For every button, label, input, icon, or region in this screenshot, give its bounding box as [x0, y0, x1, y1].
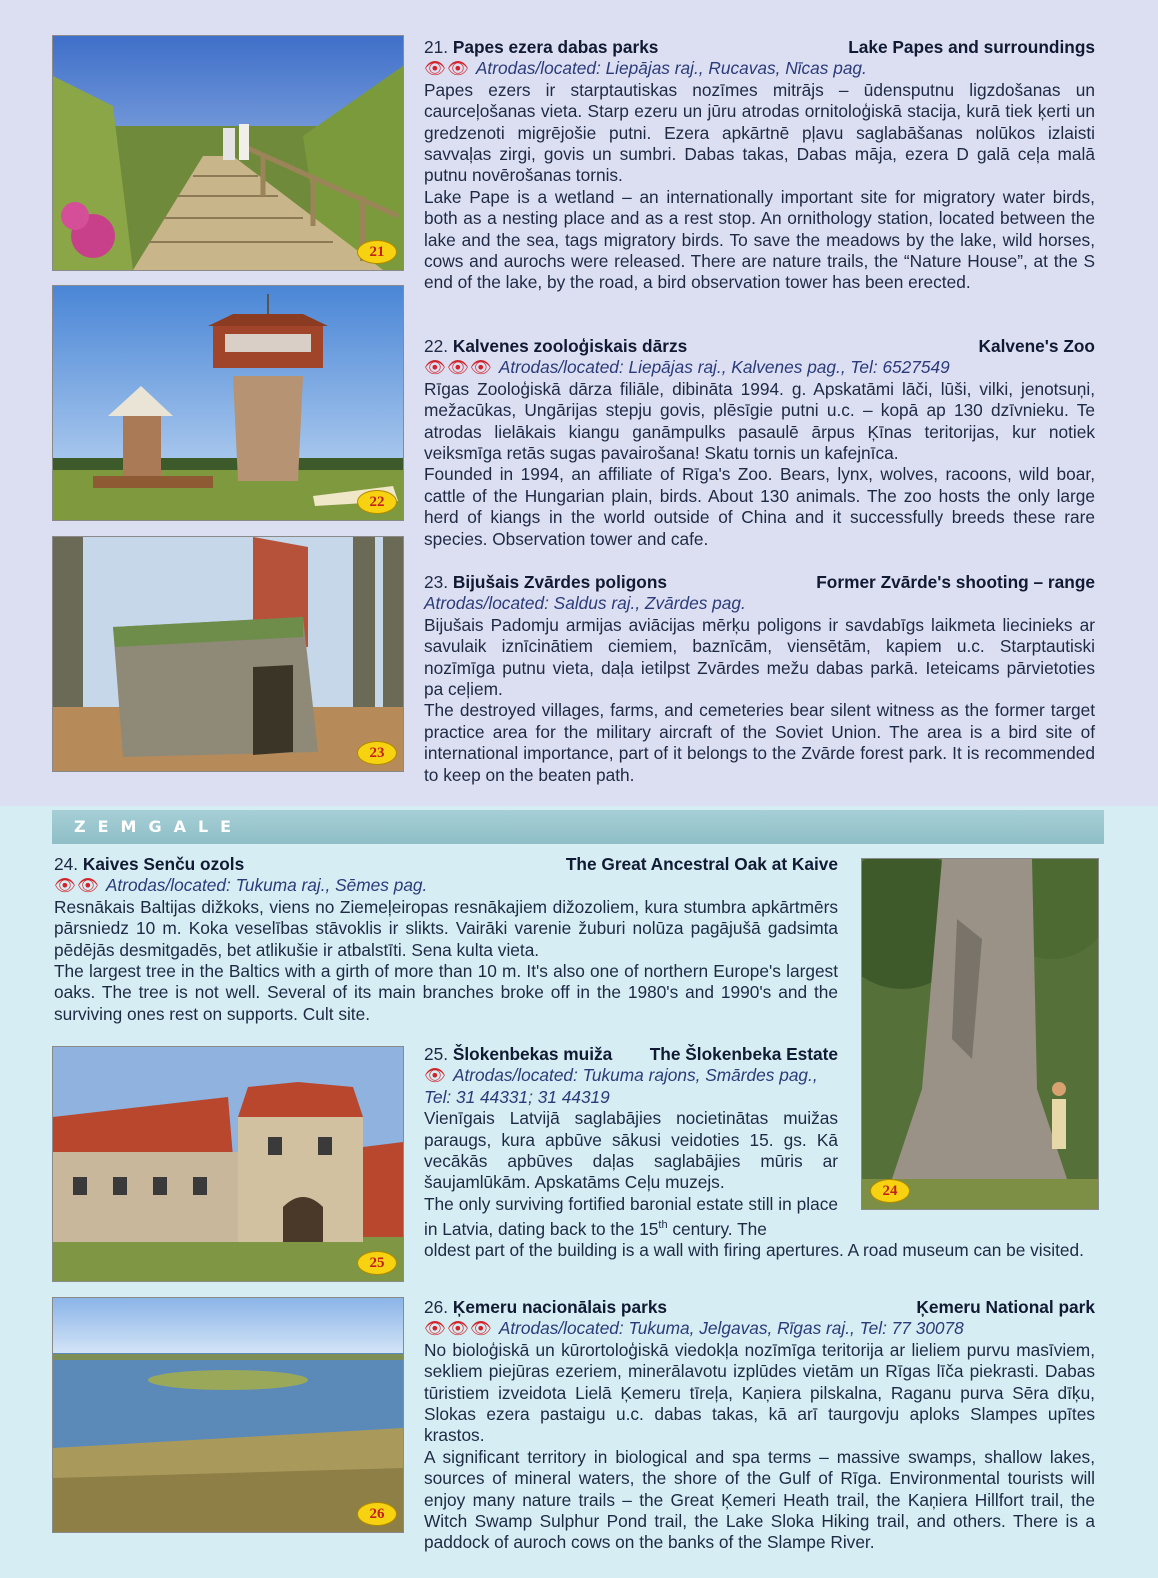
entry-25-location: 👁 Atrodas/located: Tukuma rajons, Smārdes pag., [424, 1065, 818, 1086]
entry-21-lv-title: Papes ezera dabas parks [452, 37, 659, 57]
entry-23-lv-text: Bijušais Padomju armijas aviācijas mērķu poligons ir savdabīgs laikmeta liecinieks ar savulaik iznīcinātiem ciemiem, baznīcām, viensētām, kapiem u.c. Starptautiski nozīmīga putnu vieta, daļa ietilpst Zvārdes mežu dabas parkā. Ieteicams pārvietoties pa ceļiem. [424, 614, 1095, 700]
entry-24-en-text: The largest tree in the Baltics with a girth of more than 10 m. It's also one of northern Europe's largest oaks. The tree is not well. Several of its main branches broke off in the 1980's and 1990's and the surviving ones rest on supports. Cult site. [54, 961, 838, 1024]
entry-25 [424, 1044, 1095, 1262]
badge-21: 21 [357, 240, 397, 264]
region-band [52, 810, 1104, 844]
entry-24-header [54, 854, 838, 875]
entry-22-en-text: Founded in 1994, an affiliate of Rīga's Zoo. Bears, lynx, wolves, racoons, wild boar, cattle of the Hungarian plain, birds. About 130 animals. The zoo hosts the only large herd of kiangs in the world outside of China and it successfully breeds these rare species. Observation tower and cafe. [424, 464, 1095, 549]
entry-26 [424, 1297, 1095, 1554]
entry-23 [424, 572, 1095, 786]
region-label: ZEMGALE [74, 817, 244, 836]
entry-26-header [424, 1297, 1095, 1318]
estate-illustration [53, 1047, 403, 1281]
eye-rating-icon: 👁👁 [424, 58, 470, 79]
entry-22-lv-text: Rīgas Zooloģiskā dārza filiāle, dibināta 1994. g. Apskatāmi lāči, lūši, vilki, jenotsuņi, mežacūkas, Ungārijas stepju govis, plēsīgie putni u.c. – kopā ap 130 dzīvnieku. Te atrodas lielākais kiangu ganāmpulks pasaulē ārpus Ķīnas teritorijas, kur notiek veiksmīga retās sugas pavairošana! Skatu tornis un kafejnīca. [424, 378, 1095, 464]
ruin-illustration [53, 537, 403, 771]
boardwalk-illustration [53, 36, 403, 270]
entry-26-lv-title: Ķemeru nacionālais parks [452, 1297, 668, 1317]
entry-22-lv-title: Kalvenes zooloģiskais dārzs [452, 336, 688, 356]
entry-25-number: 25. [424, 1044, 449, 1064]
tower-illustration [53, 286, 403, 520]
photo-slokenbeka-estate [52, 1046, 404, 1282]
entry-24-location: 👁👁 Atrodas/located: Tukuma raj., Sēmes pag. [54, 875, 428, 896]
entry-22 [424, 336, 1095, 550]
entry-23-number: 23. [424, 572, 449, 592]
badge-24: 24 [870, 1179, 910, 1203]
entry-21-en-text: Lake Pape is a wetland – an internationally important site for migratory water birds, both as a nesting place and as a rest stop. An ornithology station, located between the lake and the sea, tags migratory birds. To save the meadows by the lake, wild horses, cows and aurochs were released. There are nature trails, the “Nature House”, at the S end of the lake, by the road, a bird observation tower has been erected. [424, 186, 1095, 293]
entry-25-narrow-column [424, 1044, 838, 1240]
entry-26-location: 👁👁👁 Atrodas/located: Tukuma, Jelgavas, Rīgas raj., Tel: 77 30078 [424, 1318, 964, 1339]
entry-24-number: 24. [54, 854, 79, 874]
badge-26: 26 [357, 1502, 397, 1526]
entry-24 [54, 854, 838, 1025]
photo-zvarde-range [52, 536, 404, 772]
eye-rating-icon: 👁 [424, 1065, 447, 1086]
badge-23: 23 [357, 741, 397, 765]
badge-25: 25 [357, 1251, 397, 1275]
photo-kemeri-park [52, 1297, 404, 1533]
entry-26-en-title: Ķemeru National park [916, 1297, 1095, 1317]
entry-23-lv-title: Bijušais Zvārdes poligons [452, 572, 667, 592]
entry-25-phone: Tel: 31 44331; 31 44319 [424, 1086, 610, 1107]
entry-23-en-title: Former Zvārde's shooting – range [816, 572, 1095, 592]
eye-rating-icon: 👁👁👁 [424, 1318, 493, 1339]
entry-25-en-text-c: oldest part of the building is a wall with firing apertures. A road museum can be visited. [424, 1240, 1084, 1261]
entry-24-en-title: The Great Ancestral Oak at Kaive [565, 854, 838, 874]
badge-22: 22 [357, 490, 397, 514]
entry-24-lv-text: Resnākais Baltijas dižkoks, viens no Ziemeļeiropas resnākajiem dižozoliem, kura stumbra apkārtmērs pārsniedz 10 m. Koka veselības stāvoklis ir slikts. Vairāki varenie žuburi nolūza pagājušā gadsimta pēdējās desmitgadēs, bet atlikušie ir atbalstīti. Sena kulta vieta. [54, 896, 838, 960]
lake-illustration [53, 1298, 403, 1532]
entry-25-en-text-a: The only surviving fortified baronial estate still in place in Latvia, dating back to the 15th century. The [424, 1193, 838, 1240]
entry-23-location: Atrodas/located: Saldus raj., Zvārdes pag. [424, 593, 746, 614]
entry-21-location: 👁👁 Atrodas/located: Liepājas raj., Rucavas, Nīcas pag. [424, 58, 867, 79]
entry-25-en-title: The Šlokenbeka Estate [649, 1044, 838, 1064]
entry-21-number: 21. [424, 37, 449, 57]
entry-21-en-title: Lake Papes and surroundings [848, 37, 1095, 57]
entry-21-header [424, 37, 1095, 58]
superscript-th: th [658, 1219, 668, 1232]
entry-22-header [424, 336, 1095, 357]
entry-25-lv-title: Šlokenbekas muiža [452, 1044, 613, 1064]
entry-26-lv-text: No bioloģiskā un kūrortoloģiskā viedokļa nozīmīga teritorija ar lieliem purvu masīviem, sekliem piejūras ezeriem, minerālavotu izplūdes vietām un Rīgas līča piekrasti. Dabas tūristiem izveidota Lielā Ķemeru tīreļa, Kaņiera pilskalna, Raganu purva Sēra dīķu, Slokas ezera pastaigu u.c. dabas takas, kā arī taurgovju aploks Slampes upītes krastos. [424, 1339, 1095, 1446]
photo-kalvene-zoo [52, 285, 404, 521]
entry-26-number: 26. [424, 1297, 449, 1317]
photo-lake-pape [52, 35, 404, 271]
entry-22-number: 22. [424, 336, 449, 356]
entry-25-header [424, 1044, 838, 1065]
entry-21 [424, 37, 1095, 294]
entry-24-lv-title: Kaives Senču ozols [82, 854, 245, 874]
entry-22-en-title: Kalvene's Zoo [978, 336, 1095, 356]
entry-25-lv-text: Vienīgais Latvijā saglabājies nocietinātas muižas paraugs, kura apbūve sākusi veidoties 15. gs. Kā vecākās apbūves daļas saglabājies mūris ar šaujamlūkām. Apskatāms Ceļu muzejs. [424, 1108, 838, 1193]
entry-21-lv-text: Papes ezers ir starptautiskas nozīmes mitrājs – ūdensputnu ligzdošanas un caurceļošanas vieta. Starp ezeru un jūru atrodas ornitoloģiskā stacija, kurā tiek ķerti un gredzenoti migrējošie putni. Ezera apkārtnē pļavu saglabāšanas nolūkos izlaisti savvaļas zirgi, govis un sumbri. Dabas takas, Dabas māja, ezera D galā ceļa malā putnu novērošanas tornis. [424, 79, 1095, 186]
eye-rating-icon: 👁👁 [54, 875, 100, 896]
entry-22-location: 👁👁👁 Atrodas/located: Liepājas raj., Kalvenes pag., Tel: 6527549 [424, 357, 950, 378]
entry-26-en-text: A significant territory in biological and spa terms – massive swamps, shallow lakes, sources of mineral waters, the shore of the Gulf of Rīga. Environmental tourists will enjoy many nature trails – the Great Ķemeri Heath trail, the Kaņiera Hillfort trail, the Witch Swamp Sulphur Pond trail, the Lake Sloka Hiking trail, and others. There is a paddock of auroch cows on the banks of the Slampe River. [424, 1446, 1095, 1553]
entry-23-en-text: The destroyed villages, farms, and cemeteries bear silent witness as the former target practice area for the military aircraft of the Soviet Union. The area is a bird site of international importance, part of it belongs to the Zvārde forest park. It is recommended to keep on the beaten path. [424, 700, 1095, 785]
eye-rating-icon: 👁👁👁 [424, 357, 493, 378]
entry-23-header [424, 572, 1095, 593]
